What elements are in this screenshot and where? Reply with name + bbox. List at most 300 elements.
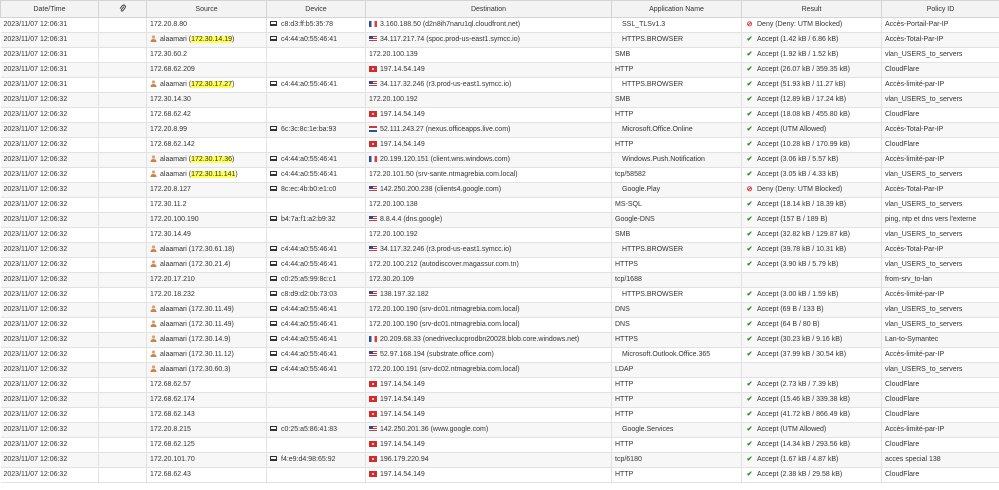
- cell-datetime: 2023/11/07 12:06:31: [1, 78, 99, 93]
- cell-destination: [366, 168, 612, 183]
- cell-policy: Accès-Total-Par-IP: [882, 243, 999, 258]
- result-text: Accept (32.82 kB / 129.87 kB): [757, 231, 850, 238]
- country-flag-icon: [369, 471, 377, 477]
- cell-application: SMB: [612, 228, 742, 243]
- cell-device: [267, 78, 366, 93]
- source-ip: 172.30.11.49: [191, 306, 232, 313]
- country-flag-icon: [369, 186, 377, 192]
- source-user: alaamari: [160, 366, 187, 373]
- destination-text: 34.117.32.246 (r3.prod-us-east1.symcc.io): [380, 81, 512, 88]
- destination-text: 20.199.120.151 (client.wns.windows.com): [380, 156, 510, 163]
- source-user: alaamari: [160, 261, 187, 268]
- cell-destination: [366, 318, 612, 333]
- cell-datetime: 2023/11/07 12:06:32: [1, 393, 99, 408]
- cell-result: [742, 228, 882, 243]
- log-row[interactable]: [1, 243, 999, 258]
- cell-policy: Accès-Total-Par-IP: [882, 123, 999, 138]
- cell-policy: CloudFlare: [882, 108, 999, 123]
- col-header-result[interactable]: Result: [742, 1, 882, 18]
- check-icon: ✔: [746, 396, 753, 403]
- cell-datetime: 2023/11/07 12:06:32: [1, 348, 99, 363]
- cell-device: [267, 393, 366, 408]
- cell-policy: vlan_USERS_to_servers: [882, 48, 999, 63]
- cell-attachment: [99, 348, 147, 363]
- cell-policy: Accès-limité-par-IP: [882, 78, 999, 93]
- check-icon: ✔: [746, 96, 753, 103]
- cell-destination: [366, 423, 612, 438]
- cell-application: LDAP: [612, 363, 742, 378]
- device-icon: [270, 336, 277, 341]
- cell-attachment: [99, 123, 147, 138]
- device-mac: c0:25:a5:99:8c:c1: [281, 276, 337, 283]
- paperclip-icon: [119, 4, 126, 13]
- cell-destination: [366, 393, 612, 408]
- log-row[interactable]: [1, 168, 999, 183]
- cell-policy: CloudFlare: [882, 393, 999, 408]
- source-user: alaamari: [160, 171, 187, 178]
- cell-attachment: [99, 228, 147, 243]
- cell-datetime: 2023/11/07 12:06:32: [1, 198, 99, 213]
- cell-datetime: 2023/11/07 12:06:32: [1, 453, 99, 468]
- check-icon: ✔: [746, 471, 753, 478]
- cell-datetime: 2023/11/07 12:06:32: [1, 408, 99, 423]
- cell-datetime: 2023/11/07 12:06:32: [1, 258, 99, 273]
- device-icon: [270, 246, 277, 251]
- log-row[interactable]: [1, 393, 999, 408]
- cell-datetime: 2023/11/07 12:06:32: [1, 423, 99, 438]
- destination-text: 172.20.100.192: [369, 231, 418, 238]
- deny-icon: ⊘: [746, 186, 753, 193]
- result-text: Accept (3.00 kB / 1.59 kB): [757, 291, 839, 298]
- cell-result: [742, 408, 882, 423]
- cell-source: [147, 183, 267, 198]
- check-icon: ✔: [746, 381, 753, 388]
- destination-text: 197.14.54.149: [380, 141, 425, 148]
- check-icon: ✔: [746, 351, 753, 358]
- device-mac: b4:7a:f1:a2:b9:32: [281, 216, 336, 223]
- cell-policy: vlan_USERS_to_servers: [882, 318, 999, 333]
- cell-source: [147, 288, 267, 303]
- device-icon: [270, 36, 277, 41]
- cell-source: [147, 48, 267, 63]
- cell-policy: ping, ntp et dns vers l'externe: [882, 213, 999, 228]
- cell-destination: [366, 348, 612, 363]
- source-ip: 172.30.11.49: [191, 321, 232, 328]
- log-row[interactable]: [1, 408, 999, 423]
- cell-destination: [366, 333, 612, 348]
- cell-policy: Accès-limité-par-IP: [882, 153, 999, 168]
- cell-application: HTTPS: [612, 333, 742, 348]
- col-header-device[interactable]: Device: [267, 1, 366, 18]
- log-row[interactable]: [1, 213, 999, 228]
- device-icon: [270, 81, 277, 86]
- cell-device: [267, 123, 366, 138]
- country-flag-icon: [369, 456, 377, 462]
- cell-application: tcp/6180: [612, 453, 742, 468]
- source-user: alaamari: [160, 81, 187, 88]
- log-row[interactable]: [1, 18, 999, 33]
- cell-attachment: [99, 108, 147, 123]
- cell-application: Microsoft.Office.Online: [612, 123, 742, 138]
- cell-destination: [366, 468, 612, 483]
- cell-policy: Accès-Portail-Par-IP: [882, 18, 999, 33]
- result-text: Accept (39.78 kB / 10.31 kB): [757, 246, 847, 253]
- cell-source: [147, 453, 267, 468]
- log-row[interactable]: [1, 93, 999, 108]
- cell-device: [267, 258, 366, 273]
- device-icon: [270, 351, 277, 356]
- cell-result: [742, 153, 882, 168]
- source-user: alaamari: [160, 156, 187, 163]
- cell-destination: [366, 438, 612, 453]
- cell-source: alaamari (172.30.14.19): [147, 33, 267, 48]
- cell-device: [267, 453, 366, 468]
- cell-result: [742, 63, 882, 78]
- cell-datetime: 2023/11/07 12:06:32: [1, 333, 99, 348]
- cell-source: [147, 273, 267, 288]
- cell-attachment: [99, 213, 147, 228]
- cell-policy: CloudFlare: [882, 63, 999, 78]
- cell-application: HTTPS.BROWSER: [612, 78, 742, 93]
- source-ip: 172.20.101.70: [150, 456, 195, 463]
- result-text: Accept (3.06 kB / 5.57 kB): [757, 156, 839, 163]
- cell-result: [742, 258, 882, 273]
- cell-device: [267, 183, 366, 198]
- log-row[interactable]: [1, 453, 999, 468]
- cell-policy: Lan-to-Symantec: [882, 333, 999, 348]
- source-ip: 172.30.14.19: [191, 36, 233, 43]
- cell-device: [267, 228, 366, 243]
- cell-attachment: [99, 153, 147, 168]
- log-row[interactable]: [1, 378, 999, 393]
- destination-text: 172.20.100.190 (srv-dc01.ntmagrebia.com.local): [369, 306, 520, 313]
- col-header-policy[interactable]: Policy ID: [882, 1, 999, 18]
- cell-policy: vlan_USERS_to_servers: [882, 93, 999, 108]
- check-icon: ✔: [746, 126, 753, 133]
- log-row[interactable]: [1, 138, 999, 153]
- cell-result: [742, 78, 882, 93]
- device-mac: c4:44:a0:55:46:41: [281, 366, 338, 373]
- log-row[interactable]: [1, 198, 999, 213]
- cell-result: [742, 198, 882, 213]
- device-mac: 8c:ec:4b:b0:e1:c0: [281, 186, 337, 193]
- header-row: [1, 1, 999, 18]
- result-text: Accept (12.89 kB / 17.24 kB): [757, 96, 847, 103]
- cell-datetime: 2023/11/07 12:06:32: [1, 438, 99, 453]
- source-ip: 172.30.21.4: [191, 261, 229, 268]
- cell-application: Google-DNS: [612, 213, 742, 228]
- cell-result: [742, 108, 882, 123]
- destination-text: 196.179.220.94: [380, 456, 429, 463]
- cell-application: HTTPS.BROWSER: [612, 288, 742, 303]
- col-header-attachment[interactable]: [99, 1, 147, 18]
- user-icon: [150, 80, 157, 87]
- user-icon: [150, 350, 157, 357]
- log-row[interactable]: [1, 303, 999, 318]
- cell-application: Windows.Push.Notification: [612, 153, 742, 168]
- check-icon: ✔: [746, 291, 753, 298]
- cell-datetime: 2023/11/07 12:06:32: [1, 108, 99, 123]
- check-icon: ✔: [746, 441, 753, 448]
- cell-destination: [366, 453, 612, 468]
- device-icon: [270, 306, 277, 311]
- cell-destination: [366, 303, 612, 318]
- col-header-datetime[interactable]: Date/Time: [1, 1, 99, 18]
- cell-source: alaamari (172.30.61.18): [147, 243, 267, 258]
- destination-text: 172.30.20.109: [369, 276, 414, 283]
- log-row[interactable]: [1, 423, 999, 438]
- log-row[interactable]: [1, 273, 999, 288]
- log-row[interactable]: [1, 363, 999, 378]
- result-text: Accept (1.42 kB / 6.86 kB): [757, 36, 839, 43]
- log-row[interactable]: [1, 288, 999, 303]
- cell-source: [147, 198, 267, 213]
- cell-application: tcp/1688: [612, 273, 742, 288]
- result-text: Accept (1.92 kB / 1.52 kB): [757, 51, 839, 58]
- device-mac: c4:44:a0:55:46:41: [281, 336, 338, 343]
- log-row[interactable]: [1, 78, 999, 93]
- log-row[interactable]: [1, 108, 999, 123]
- log-row[interactable]: [1, 468, 999, 483]
- device-icon: [270, 261, 277, 266]
- device-mac: c8:d3:ff:b5:35:78: [281, 21, 334, 28]
- destination-text: 172.20.100.192: [369, 96, 418, 103]
- log-row[interactable]: [1, 123, 999, 138]
- source-ip: 172.68.62.125: [150, 441, 195, 448]
- result-text: Accept (64 B / 80 B): [757, 321, 820, 328]
- cell-application: tcp/58582: [612, 168, 742, 183]
- col-header-destination[interactable]: Destination: [366, 1, 612, 18]
- cell-attachment: [99, 318, 147, 333]
- source-ip: 172.68.62.143: [150, 411, 195, 418]
- log-row[interactable]: [1, 183, 999, 198]
- log-row[interactable]: [1, 438, 999, 453]
- check-icon: ✔: [746, 231, 753, 238]
- cell-device: [267, 63, 366, 78]
- country-flag-icon: [369, 336, 377, 342]
- cell-attachment: [99, 63, 147, 78]
- cell-destination: [366, 183, 612, 198]
- result-text: Accept (157 B / 189 B): [757, 216, 828, 223]
- cell-application: HTTPS.BROWSER: [612, 33, 742, 48]
- cell-policy: CloudFlare: [882, 378, 999, 393]
- cell-source: alaamari (172.30.21.4): [147, 258, 267, 273]
- log-row[interactable]: [1, 48, 999, 63]
- cell-datetime: 2023/11/07 12:06:32: [1, 468, 99, 483]
- device-icon: [270, 426, 277, 431]
- cell-result: [742, 303, 882, 318]
- result-text: Accept (30.23 kB / 9.16 kB): [757, 336, 843, 343]
- device-mac: 6c:3c:8c:1e:ba:93: [281, 126, 337, 133]
- source-ip: 172.20.8.127: [150, 186, 191, 193]
- destination-text: 138.197.32.182: [380, 291, 429, 298]
- result-text: Accept (3.05 kB / 4.33 kB): [757, 171, 839, 178]
- cell-device: [267, 303, 366, 318]
- cell-source: [147, 93, 267, 108]
- country-flag-icon: [369, 441, 377, 447]
- cell-device: [267, 138, 366, 153]
- cell-destination: [366, 138, 612, 153]
- cell-device: [267, 408, 366, 423]
- cell-policy: CloudFlare: [882, 438, 999, 453]
- source-ip: 172.30.11.141: [191, 171, 236, 178]
- country-flag-icon: [369, 411, 377, 417]
- cell-source: [147, 378, 267, 393]
- cell-datetime: 2023/11/07 12:06:31: [1, 33, 99, 48]
- log-row[interactable]: [1, 333, 999, 348]
- cell-source: alaamari (172.30.11.12): [147, 348, 267, 363]
- cell-result: [742, 363, 882, 378]
- source-ip: 172.20.8.99: [150, 126, 187, 133]
- cell-result: [742, 318, 882, 333]
- result-text: Accept (10.28 kB / 170.99 kB): [757, 141, 850, 148]
- cell-destination: [366, 78, 612, 93]
- check-icon: ✔: [746, 321, 753, 328]
- cell-result: [742, 438, 882, 453]
- cell-attachment: [99, 288, 147, 303]
- device-mac: c4:44:a0:55:46:41: [281, 156, 338, 163]
- cell-datetime: 2023/11/07 12:06:32: [1, 243, 99, 258]
- cell-attachment: [99, 423, 147, 438]
- cell-datetime: 2023/11/07 12:06:32: [1, 318, 99, 333]
- cell-application: HTTP: [612, 468, 742, 483]
- cell-policy: Accès-limité-par-IP: [882, 423, 999, 438]
- log-row[interactable]: [1, 318, 999, 333]
- cell-source: [147, 18, 267, 33]
- destination-text: 197.14.54.149: [380, 396, 425, 403]
- cell-attachment: [99, 138, 147, 153]
- cell-source: [147, 228, 267, 243]
- cell-attachment: [99, 408, 147, 423]
- check-icon: ✔: [746, 306, 753, 313]
- device-icon: [270, 171, 277, 176]
- cell-source: alaamari (172.30.60.3): [147, 363, 267, 378]
- country-flag-icon: [369, 351, 377, 357]
- cell-attachment: [99, 33, 147, 48]
- cell-device: [267, 378, 366, 393]
- cell-attachment: [99, 183, 147, 198]
- result-text: Accept (15.46 kB / 339.38 kB): [757, 396, 850, 403]
- cell-attachment: [99, 168, 147, 183]
- destination-text: 172.20.100.139: [369, 51, 418, 58]
- device-icon: [270, 321, 277, 326]
- cell-application: HTTP: [612, 138, 742, 153]
- cell-device: [267, 438, 366, 453]
- cell-application: HTTP: [612, 108, 742, 123]
- source-ip: 172.68.62.142: [150, 141, 195, 148]
- check-icon: ✔: [746, 216, 753, 223]
- country-flag-icon: [369, 216, 377, 222]
- country-flag-icon: [369, 126, 377, 132]
- result-text: Accept (18.08 kB / 455.80 kB): [757, 111, 850, 118]
- cell-source: alaamari (172.30.11.49): [147, 303, 267, 318]
- country-flag-icon: [369, 141, 377, 147]
- cell-attachment: [99, 363, 147, 378]
- result-text: Accept (41.72 kB / 866.49 kB): [757, 411, 850, 418]
- cell-datetime: 2023/11/07 12:06:32: [1, 168, 99, 183]
- device-icon: [270, 216, 277, 221]
- user-icon: [150, 245, 157, 252]
- cell-attachment: [99, 273, 147, 288]
- check-icon: ✔: [746, 456, 753, 463]
- cell-device: [267, 33, 366, 48]
- log-row[interactable]: [1, 228, 999, 243]
- cell-device: [267, 273, 366, 288]
- cell-result: [742, 183, 882, 198]
- cell-destination: [366, 33, 612, 48]
- cell-destination: [366, 48, 612, 63]
- cell-application: HTTP: [612, 408, 742, 423]
- device-icon: [270, 291, 277, 296]
- cell-device: [267, 348, 366, 363]
- check-icon: ✔: [746, 81, 753, 88]
- cell-destination: [366, 273, 612, 288]
- device-mac: c4:44:a0:55:46:41: [281, 306, 338, 313]
- device-mac: c8:d9:d2:0b:73:03: [281, 291, 338, 298]
- cell-datetime: 2023/11/07 12:06:32: [1, 228, 99, 243]
- cell-attachment: [99, 468, 147, 483]
- cell-attachment: [99, 258, 147, 273]
- cell-attachment: [99, 453, 147, 468]
- log-row[interactable]: [1, 258, 999, 273]
- cell-destination: [366, 228, 612, 243]
- result-text: Accept (37.99 kB / 30.54 kB): [757, 351, 847, 358]
- log-row[interactable]: [1, 33, 999, 48]
- check-icon: ✔: [746, 156, 753, 163]
- destination-text: 172.20.101.50 (srv-sante.ntmagrebia.com.local): [369, 171, 518, 178]
- destination-text: 52.97.168.194 (substrate.office.com): [380, 351, 494, 358]
- cell-application: SMB: [612, 93, 742, 108]
- device-mac: c4:44:a0:55:46:41: [281, 36, 338, 43]
- source-ip: 172.68.62.174: [150, 396, 195, 403]
- cell-device: [267, 153, 366, 168]
- result-text: Accept (26.07 kB / 359.35 kB): [757, 66, 850, 73]
- col-header-application[interactable]: Application Name: [612, 1, 742, 18]
- log-row[interactable]: [1, 153, 999, 168]
- cell-result: [742, 333, 882, 348]
- device-mac: c0:25:a5:86:41:83: [281, 426, 338, 433]
- cell-source: [147, 408, 267, 423]
- cell-device: [267, 318, 366, 333]
- cell-policy: vlan_USERS_to_servers: [882, 303, 999, 318]
- country-flag-icon: [369, 111, 377, 117]
- cell-policy: Accès-limité-par-IP: [882, 288, 999, 303]
- log-row[interactable]: [1, 63, 999, 78]
- cell-source: [147, 468, 267, 483]
- cell-result: [742, 123, 882, 138]
- destination-text: 172.20.100.138: [369, 201, 418, 208]
- cell-destination: [366, 93, 612, 108]
- destination-text: 197.14.54.149: [380, 66, 425, 73]
- destination-text: 142.250.201.36 (www.google.com): [380, 426, 489, 433]
- device-mac: c4:44:a0:55:46:41: [281, 171, 338, 178]
- device-icon: [270, 456, 277, 461]
- col-header-source[interactable]: Source: [147, 1, 267, 18]
- device-icon: [270, 156, 277, 161]
- destination-text: 197.14.54.149: [380, 441, 425, 448]
- device-icon: [270, 276, 277, 281]
- cell-attachment: [99, 198, 147, 213]
- result-text: Accept (69 B / 133 B): [757, 306, 824, 313]
- result-text: Deny (Deny: UTM Blocked): [757, 21, 843, 28]
- cell-datetime: 2023/11/07 12:06:32: [1, 213, 99, 228]
- check-icon: ✔: [746, 141, 753, 148]
- destination-text: 34.117.32.246 (r3.prod-us-east1.symcc.io): [380, 246, 512, 253]
- cell-attachment: [99, 243, 147, 258]
- log-body: [1, 18, 999, 483]
- destination-text: 52.111.243.27 (nexus.officeapps.live.com): [380, 126, 511, 133]
- log-row[interactable]: [1, 348, 999, 363]
